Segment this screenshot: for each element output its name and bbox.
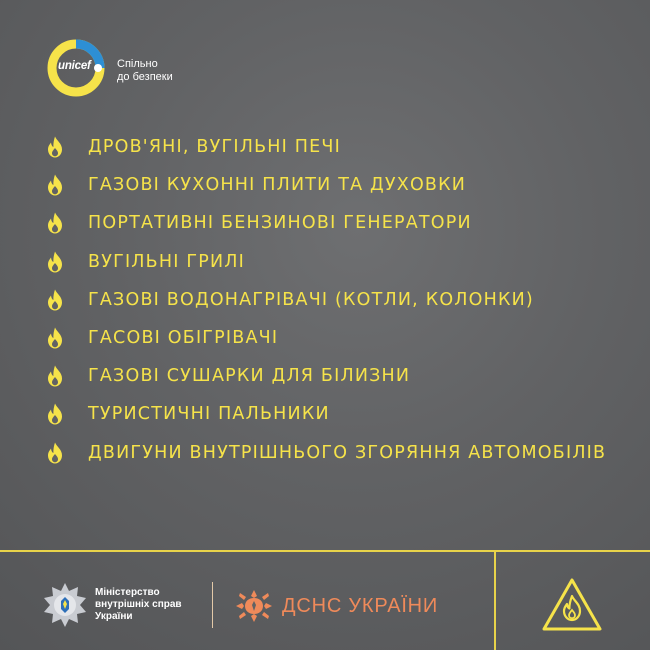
list-item — [43, 243, 606, 281]
list-item-label: ГАЗОВІ СУШАРКИ ДЛЯ БІЛИЗНИ — [88, 366, 411, 387]
footer-divider — [0, 550, 650, 552]
flammable-warning-icon — [540, 576, 604, 634]
list-item — [43, 395, 606, 433]
list-item — [43, 281, 606, 319]
flame-icon — [43, 402, 67, 426]
ministry-line-2: внутрішніх справ — [95, 599, 182, 610]
list-item — [43, 204, 606, 242]
flame-icon — [43, 135, 67, 159]
ministry-logo — [42, 582, 182, 628]
dsns-logo — [234, 588, 438, 624]
flame-icon — [43, 211, 67, 235]
dsns-label: ДСНС УКРАЇНИ — [282, 594, 439, 617]
flame-icon — [43, 250, 67, 274]
flame-icon — [43, 441, 67, 465]
footer-vertical-divider — [494, 551, 496, 650]
list-item-label: ПОРТАТИВНІ БЕНЗИНОВІ ГЕНЕРАТОРИ — [88, 213, 472, 234]
dsns-emblem-icon — [234, 588, 274, 624]
unicef-wordmark: unicef — [58, 60, 91, 72]
hazard-list — [43, 128, 606, 472]
list-item-label: ГАЗОВІ ВОДОНАГРІВАЧІ (КОТЛИ, КОЛОНКИ) — [88, 289, 534, 310]
list-item-label: ДВИГУНИ ВНУТРІШНЬОГО ЗГОРЯННЯ АВТОМОБІЛІВ — [88, 442, 607, 463]
list-item — [43, 166, 606, 204]
ministry-line-3: України — [95, 611, 133, 622]
flame-icon — [43, 326, 67, 350]
tagline-line-1: Спільно — [117, 58, 158, 70]
list-item — [43, 357, 606, 395]
list-item — [43, 128, 606, 166]
list-item-label: ГАСОВІ ОБІГРІВАЧІ — [88, 328, 279, 349]
police-star-icon — [42, 582, 88, 628]
flame-icon — [43, 173, 67, 197]
list-item-label: ГАЗОВІ КУХОННІ ПЛИТИ ТА ДУХОВКИ — [88, 175, 467, 196]
list-item — [43, 319, 606, 357]
list-item-label: ВУГІЛЬНІ ГРИЛІ — [88, 251, 245, 272]
ministry-line-1: Міністерство — [95, 587, 160, 598]
unicef-logo — [46, 38, 206, 98]
footer-logo-separator — [212, 582, 213, 628]
ministry-name — [95, 587, 182, 623]
list-item-label: ДРОВ'ЯНІ, ВУГІЛЬНІ ПЕЧІ — [88, 137, 341, 158]
flame-icon — [43, 364, 67, 388]
flame-icon — [43, 288, 67, 312]
brand-tagline — [117, 58, 173, 84]
tagline-line-2: до безпеки — [117, 71, 173, 83]
list-item — [43, 434, 606, 472]
list-item-label: ТУРИСТИЧНІ ПАЛЬНИКИ — [88, 404, 330, 425]
